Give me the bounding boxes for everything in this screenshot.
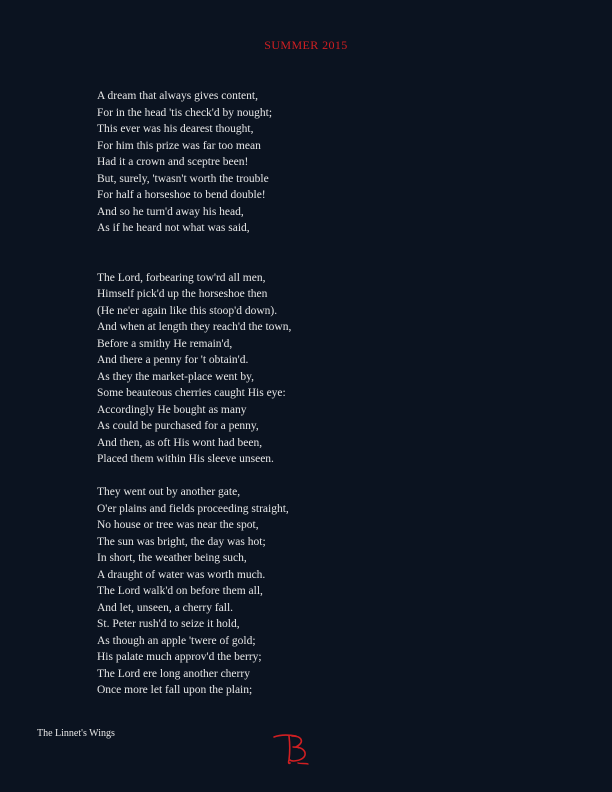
poem-body bbox=[97, 88, 537, 699]
poem-line: For half a horseshoe to bend double! bbox=[97, 189, 266, 201]
poem-line: And when at length they reach'd the town, bbox=[97, 321, 292, 333]
poem-line: For in the head 'tis check'd by nought; bbox=[97, 106, 273, 119]
poem-line: As if he heard not what was said, bbox=[97, 222, 250, 234]
issue-title: SUMMER 2015 bbox=[264, 38, 348, 52]
handwritten-b-logo-icon bbox=[272, 730, 312, 768]
poem-line: And then, as oft His wont had been, bbox=[97, 436, 263, 449]
poem-line: The sun was bright, the day was hot; bbox=[97, 535, 266, 548]
poem-line: For him this prize was far too mean bbox=[97, 139, 261, 152]
poem-line: Placed them within His sleeve unseen. bbox=[97, 453, 274, 465]
poem-line: Some beauteous cherries caught His eye: bbox=[97, 387, 286, 399]
poem-line: The Lord ere long another cherry bbox=[97, 667, 250, 680]
poem-line: (He ne'er again like this stoop'd down). bbox=[97, 304, 278, 317]
poem-line: His palate much approv'd the berry; bbox=[97, 651, 262, 663]
poem-line: No house or tree was near the spot, bbox=[97, 519, 259, 531]
poem-line: The Lord walk'd on before them all, bbox=[97, 585, 263, 597]
poem-line: In short, the weather being such, bbox=[97, 552, 247, 564]
poem-line: Once more let fall upon the plain; bbox=[97, 684, 253, 696]
poem-line: And let, unseen, a cherry fall. bbox=[97, 601, 234, 614]
poem-line: A draught of water was worth much. bbox=[97, 568, 266, 581]
poem-line: St. Peter rush'd to seize it hold, bbox=[97, 618, 240, 630]
poem-line: Himself pick'd up the horseshoe then bbox=[97, 288, 268, 300]
poem-line: Accordingly He bought as many bbox=[97, 403, 247, 416]
poem-line: Had it a crown and sceptre been! bbox=[97, 156, 249, 168]
poem-line: They went out by another gate, bbox=[97, 486, 241, 498]
poem-line: The Lord, forbearing tow'rd all men, bbox=[97, 271, 266, 284]
poem-line: And there a penny for 't obtain'd. bbox=[97, 354, 249, 366]
poem-line: A dream that always gives content, bbox=[97, 90, 258, 102]
stanza bbox=[97, 270, 537, 468]
poem-line: As they the market-place went by, bbox=[97, 370, 255, 383]
stanza bbox=[97, 88, 537, 237]
stanza bbox=[97, 484, 537, 699]
poem-line: This ever was his dearest thought, bbox=[97, 123, 254, 135]
poem-line: O'er plains and fields proceeding straight, bbox=[97, 502, 289, 515]
poem-line: As though an apple 'twere of gold; bbox=[97, 634, 256, 647]
poem-line: But, surely, 'twasn't worth the trouble bbox=[97, 172, 269, 185]
poem-line: As could be purchased for a penny, bbox=[97, 420, 259, 432]
publication-name: The Linnet's Wings bbox=[37, 728, 115, 739]
poem-line: And so he turn'd away his head, bbox=[97, 205, 244, 218]
poem-line: Before a smithy He remain'd, bbox=[97, 337, 233, 350]
